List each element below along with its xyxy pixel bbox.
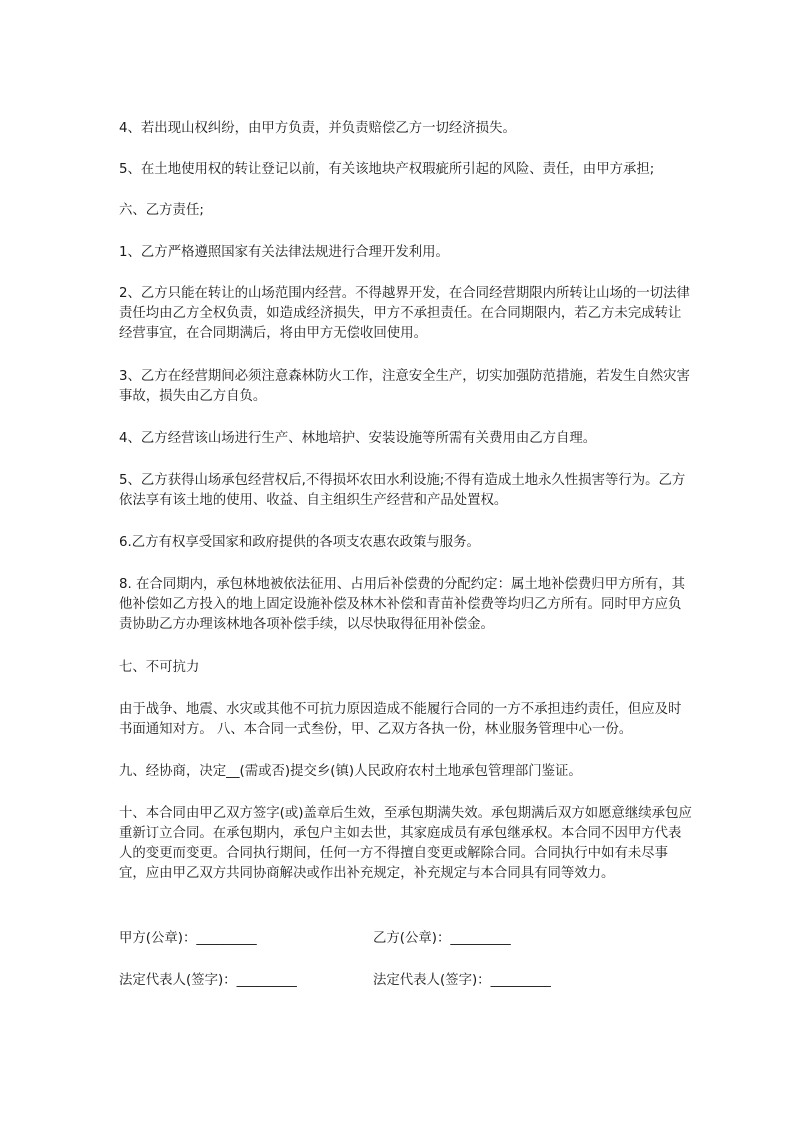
party-b-representative-line: 法定代表人(签字)：_________ xyxy=(373,973,551,988)
clause-ten: 十、本合同由甲乙双方签字(或)盖章后生效，至承包期满失效。承包期满后双方如愿意继续承包应重新订立合同。在承包期内，承包户主如去世，其家庭成员有承包继承权。本合同不因甲方代表人的变更而变更。合同执行期间，任何一方不得擅自变更或解除合同。合同执行中如有未尽事宜，应由甲乙双方共同协商解决或作出补充规定，补充规定与本合同具有同等效力。 xyxy=(119,806,692,881)
clause-b2: 2、乙方只能在转让的山场范围内经营。不得越界开发，在合同经营期限内所转让山场的一切法律责任均由乙方全权负责，如造成经济损失，甲方不承担责任。在合同期限内，若乙方未完成转让经营事宜，在合同期满后，将由甲方无偿收回使用。 xyxy=(119,286,690,341)
clause-b5: 5、乙方获得山场承包经营权后,不得损坏农田水利设施;不得有造成土地永久性损害等行为。乙方依法享有该土地的使用、收益、自主组织生产经营和产品处置权。 xyxy=(119,473,686,508)
clause-b3: 3、乙方在经营期间必须注意森林防火工作，注意安全生产，切实加强防范措施，若发生自然灾害事故，损失由乙方自负。 xyxy=(119,369,690,404)
clause-a5: 5、在土地使用权的转让登记以前，有关该地块产权瑕疵所引起的风险、责任，由甲方承担; xyxy=(119,162,655,177)
clause-nine: 九、经协商，决定__(需或否)提交乡(镇)人民政府农村土地承包管理部门鉴证。 xyxy=(119,764,582,779)
clause-b4: 4、乙方经营该山场进行生产、林地培护、安装设施等所需有关费用由乙方自理。 xyxy=(119,431,597,446)
clause-a4: 4、若出现山权纠纷，由甲方负责，并负责赔偿乙方一切经济损失。 xyxy=(119,121,516,136)
section-heading-party-b: 六、乙方责任; xyxy=(119,203,204,218)
clause-force-majeure: 由于战争、地震、水灾或其他不可抗力原因造成不能履行合同的一方不承担违约责任，但应及时书面通知对方。 八、本合同一式叁份，甲、乙双方各执一份，林业服务管理中心一份。 xyxy=(119,702,682,737)
clause-b8: 8. 在合同期内，承包林地被依法征用、占用后补偿费的分配约定：属土地补偿费归甲方所有，其他补偿如乙方投入的地上固定设施补偿及林木补偿和青苗补偿费等均归乙方所有。同时甲方应负责协助乙方办理该林地各项补偿手续，以尽快取得征用补偿金。 xyxy=(119,577,686,632)
party-b-seal-line: 乙方(公章)：_________ xyxy=(373,931,511,946)
section-heading-force-majeure: 七、不可抗力 xyxy=(119,660,200,675)
clause-b6: 6.乙方有权享受国家和政府提供的各项支农惠农政策与服务。 xyxy=(119,535,480,550)
party-a-representative-line: 法定代表人(签字)：_________ xyxy=(119,973,297,988)
clause-b1: 1、乙方严格遵照国家有关法律法规进行合理开发利用。 xyxy=(119,245,449,260)
party-a-seal-line: 甲方(公章)：_________ xyxy=(119,931,257,946)
